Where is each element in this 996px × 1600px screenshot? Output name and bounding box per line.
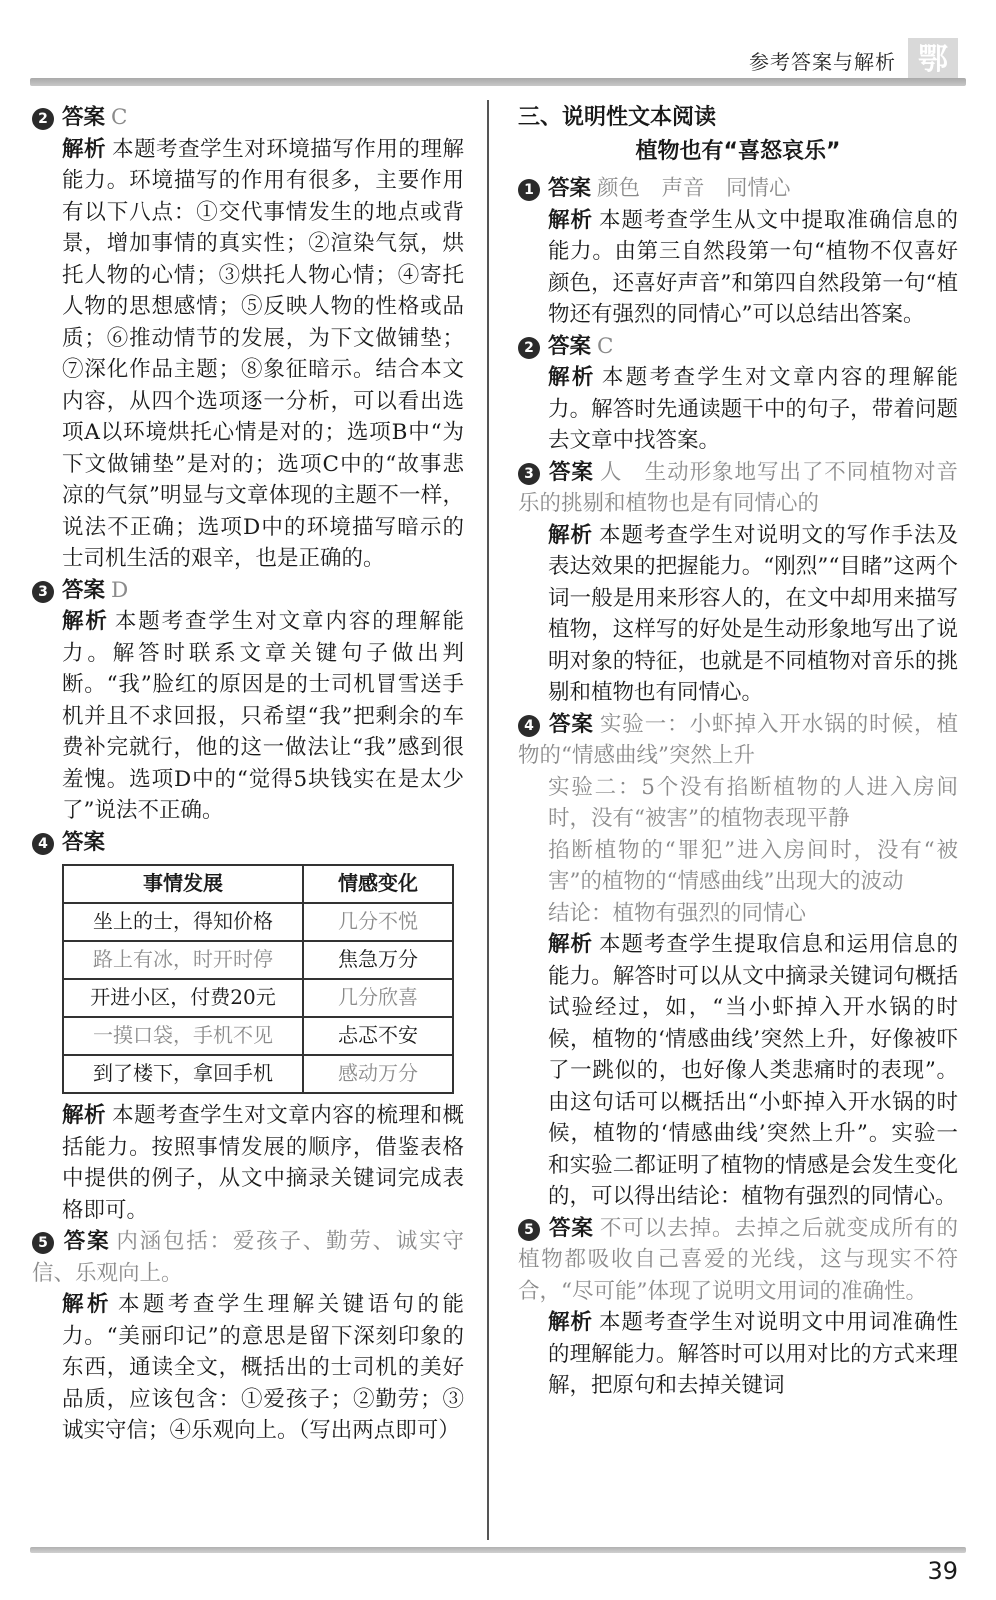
table-cell: 焦急万分 <box>303 941 453 979</box>
question-4-left <box>32 827 464 1227</box>
table-cell: 忐忑不安 <box>303 1017 453 1055</box>
emotion-table <box>62 864 454 1094</box>
question-3-left <box>32 575 464 827</box>
table-cell: 路上有冰，时开时停 <box>63 941 303 979</box>
answer-text: 不可以去掉。去掉之后就变成所有的植物都吸收自己喜爱的光线，这与现实不符合，“尽可能”体现了说明文用词的准确性。 <box>518 1215 958 1304</box>
experiment-2b-text: 掐断植物的“罪犯”进入房间时，没有“被害”的植物的“情感曲线”出现大的波动 <box>548 837 958 894</box>
table-cell: 坐上的士，得知价格 <box>63 903 303 941</box>
answer-label: 答案 <box>62 1229 111 1254</box>
header-title: 参考答案与解析 <box>749 50 896 74</box>
conclusion-text: 结论：植物有强烈的同情心 <box>548 900 807 926</box>
answer-text: C <box>597 333 614 359</box>
page-number: 39 <box>927 1557 958 1585</box>
header-badge: 鄂 <box>908 38 958 82</box>
table-cell: 开进小区，付费20元 <box>63 979 303 1017</box>
table-cell: 几分不悦 <box>303 903 453 941</box>
analysis-label: 解析 <box>548 1310 593 1335</box>
header-rule <box>30 78 966 86</box>
analysis-label: 解析 <box>548 365 596 390</box>
analysis-label: 解析 <box>548 207 593 233</box>
question-5-left <box>32 1226 464 1447</box>
answer-text: 颜色 声音 同情心 <box>597 176 791 201</box>
question-number: 3 <box>518 463 540 485</box>
question-number: 2 <box>518 337 540 359</box>
analysis-text: 本题考查学生从文中提取准确信息的能力。由第三自然段第一句“植物不仅喜好颜色，还喜好声音”和第四自然段第一句“植物还有强烈的同情心”可以总结出答案。 <box>548 207 958 327</box>
article-title: 植物也有“喜怒哀乐” <box>635 138 841 164</box>
question-number: 3 <box>32 581 54 603</box>
table-header-row <box>63 865 453 903</box>
section-heading: 三、说明性文本阅读 <box>518 105 717 130</box>
analysis-label: 解析 <box>62 1292 112 1317</box>
column-divider <box>487 100 489 1540</box>
left-column <box>32 102 464 1447</box>
analysis-label: 解析 <box>62 136 107 162</box>
page-header <box>0 0 996 80</box>
question-number: 2 <box>32 108 54 130</box>
answer-text: C <box>111 105 128 130</box>
analysis-text: 本题考查学生对环境描写作用的理解能力。环境描写的作用有很多，主要作用有以下八点：①交代事情发生的地点或背景，增加事情的真实性；②渲染气氛，烘托人物的心情；③烘托人物心情；④寄托人物的思想感情；⑤反映人物的性格或品质；⑥推动情节的发展，为下文做铺垫；⑦深化作品主题；⑧象征暗示。结合本文内容，从四个选项逐一分析，可以看出选项A以环境烘托心情是对的；选项B中“为下文做铺垫”是对的；选项C中的“故事悲凉的气氛”明显与文章体现的主题不一样，说法不正确；选项D中的环境描写暗示的士司机生活的艰辛，也是正确的。 <box>62 136 464 571</box>
right-column <box>518 102 958 1402</box>
analysis-text: 本题考查学生提取信息和运用信息的能力。解答时可以从文中摘录关键词句概括试验经过，如，“当小虾掉入开水锅的时候，植物的‘情感曲线’突然上升，好像被吓了一跳似的，也好像人类悲痛时的表现”。由这句话可以概括出“小虾掉入开水锅的时候，植物的‘情感曲线’突然上升”。实验一和实验二都证明了植物的情感是会发生变化的，可以得出结论：植物有强烈的同情心。 <box>548 932 958 1209</box>
analysis-label: 解析 <box>62 609 109 634</box>
table-cell: 到了楼下，拿回手机 <box>63 1055 303 1093</box>
table-row <box>63 903 453 941</box>
answer-label: 答案 <box>548 333 592 359</box>
question-number: 4 <box>518 715 540 737</box>
answer-label: 答案 <box>548 176 592 201</box>
analysis-text: 本题考查学生对文章内容的梳理和概括能力。按照事情发展的顺序，借鉴表格中提供的例子，从文中摘录关键词完成表格即可。 <box>62 1103 464 1223</box>
table-row <box>63 1055 453 1093</box>
question-number: 5 <box>518 1219 540 1241</box>
analysis-text: 本题考查学生对说明文的写作手法及表达效果的把握能力。“刚烈”“目睹”这两个词一般是用来形容人的，在文中却用来描写植物，这样写的好处是生动形象地写出了说明对象的特征，也就是不同植物对音乐的挑剔和植物也有同情心。 <box>548 522 958 705</box>
footer-rule <box>30 1547 966 1553</box>
question-number: 4 <box>32 833 54 855</box>
table-header: 事情发展 <box>63 865 303 903</box>
analysis-text: 本题考查学生对说明文中用词准确性的理解能力。解答时可以用对比的方式来理解，把原句和去掉关键词 <box>548 1310 958 1398</box>
table-cell: 几分欣喜 <box>303 979 453 1017</box>
answer-label: 答案 <box>62 829 106 855</box>
answer-label: 答案 <box>548 1215 594 1241</box>
analysis-label: 解析 <box>548 932 593 957</box>
analysis-text: 本题考查学生理解关键语句的能力。“美丽印记”的意思是留下深刻印象的东西，通读全文，概括出的士司机的美好品质，应该包含：①爱孩子；②勤劳；③诚实守信；④乐观向上。（写出两点即可） <box>62 1292 464 1443</box>
question-4-right <box>518 709 958 1213</box>
answer-label: 答案 <box>548 459 594 485</box>
question-3-right <box>518 457 958 709</box>
table-row <box>63 941 453 979</box>
table-cell: 感动万分 <box>303 1055 453 1093</box>
table-header: 情感变化 <box>303 865 453 903</box>
question-2-right <box>518 331 958 457</box>
experiment-2a-text: 实验二：5个没有掐断植物的人进入房间时，没有“被害”的植物表现平静 <box>548 774 958 831</box>
analysis-label: 解析 <box>548 522 593 548</box>
table-cell: 一摸口袋，手机不见 <box>63 1017 303 1055</box>
table-row <box>63 1017 453 1055</box>
answer-label: 答案 <box>548 711 594 737</box>
answer-label: 答案 <box>62 105 106 130</box>
answer-text: 内涵包括：爱孩子、勤劳、诚实守信、乐观向上。 <box>32 1229 464 1286</box>
table-row <box>63 979 453 1017</box>
question-1-right <box>518 173 958 331</box>
answer-text: D <box>111 577 129 603</box>
question-2-left <box>32 102 464 575</box>
experiment-1-text: 实验一：小虾掉入开水锅的时候，植物的“情感曲线”突然上升 <box>518 711 958 768</box>
question-number: 1 <box>518 179 540 201</box>
analysis-text: 本题考查学生对文章内容的理解能力。解答时先通读题干中的句子，带着问题去文章中找答案。 <box>548 365 958 453</box>
question-number: 5 <box>32 1232 54 1254</box>
answer-label: 答案 <box>62 577 106 603</box>
analysis-label: 解析 <box>62 1103 107 1128</box>
answer-text: 人 生动形象地写出了不同植物对音乐的挑剔和植物也是有同情心的 <box>518 459 958 516</box>
question-5-right <box>518 1213 958 1402</box>
analysis-text: 本题考查学生对文章内容的理解能力。解答时联系文章关键句子做出判断。“我”脸红的原因是的士司机冒雪送手机并且不求回报，只希望“我”把剩余的车费补完就行，他的这一做法让“我”感到很羞愧。选项D中的“觉得5块钱实在是太少了”说法不正确。 <box>62 609 464 823</box>
